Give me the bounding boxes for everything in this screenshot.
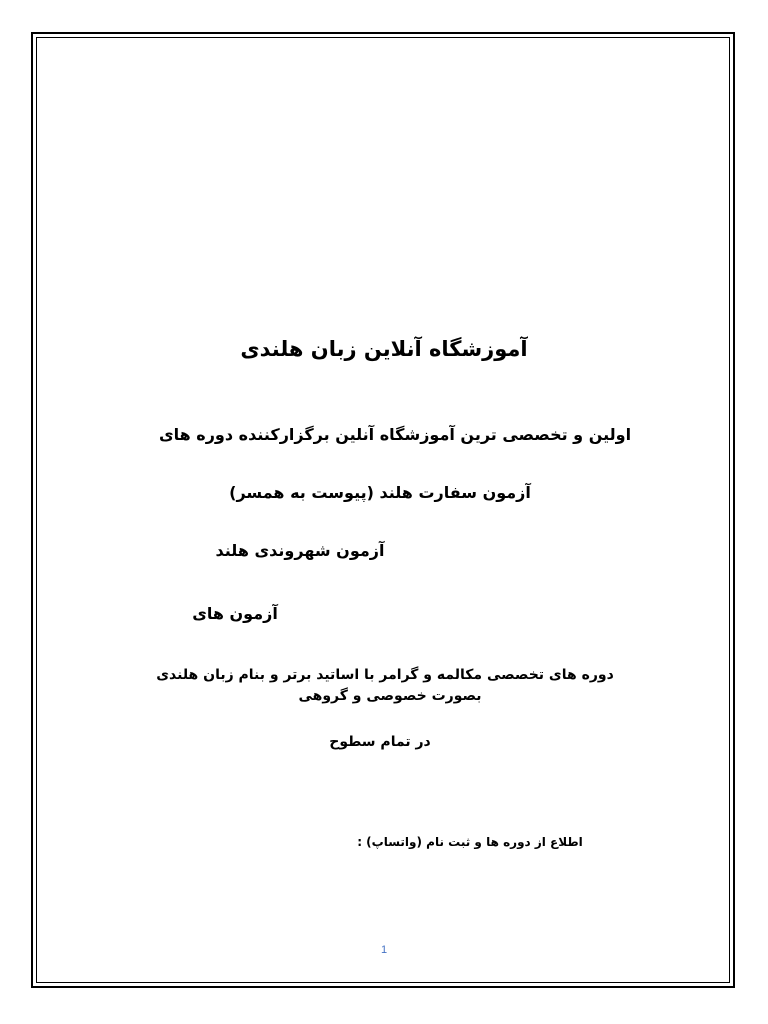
document-subtitle: اولین و تخصصی ترین آموزشگاه آنلین برگزارکننده دوره های bbox=[158, 425, 632, 444]
document-title: آموزشگاه آنلاین زبان هلندی bbox=[240, 337, 528, 361]
exam-item-embassy: آزمون سفارت هلند (پیوست به همسر) bbox=[229, 483, 531, 502]
courses-format: بصورت خصوصی و گروهی bbox=[298, 688, 482, 704]
exam-item-other: آزمون های bbox=[192, 604, 278, 623]
page-number: 1 bbox=[380, 944, 388, 956]
courses-levels: در تمام سطوح bbox=[329, 734, 431, 750]
exam-item-citizenship: آزمون شهروندی هلند bbox=[215, 541, 385, 560]
contact-info: اطلاع از دوره ها و ثبت نام (واتساپ) : bbox=[357, 835, 583, 849]
courses-description: دوره های تخصصی مکالمه و گرامر با اساتید برتر و بنام زبان هلندی bbox=[156, 667, 614, 683]
